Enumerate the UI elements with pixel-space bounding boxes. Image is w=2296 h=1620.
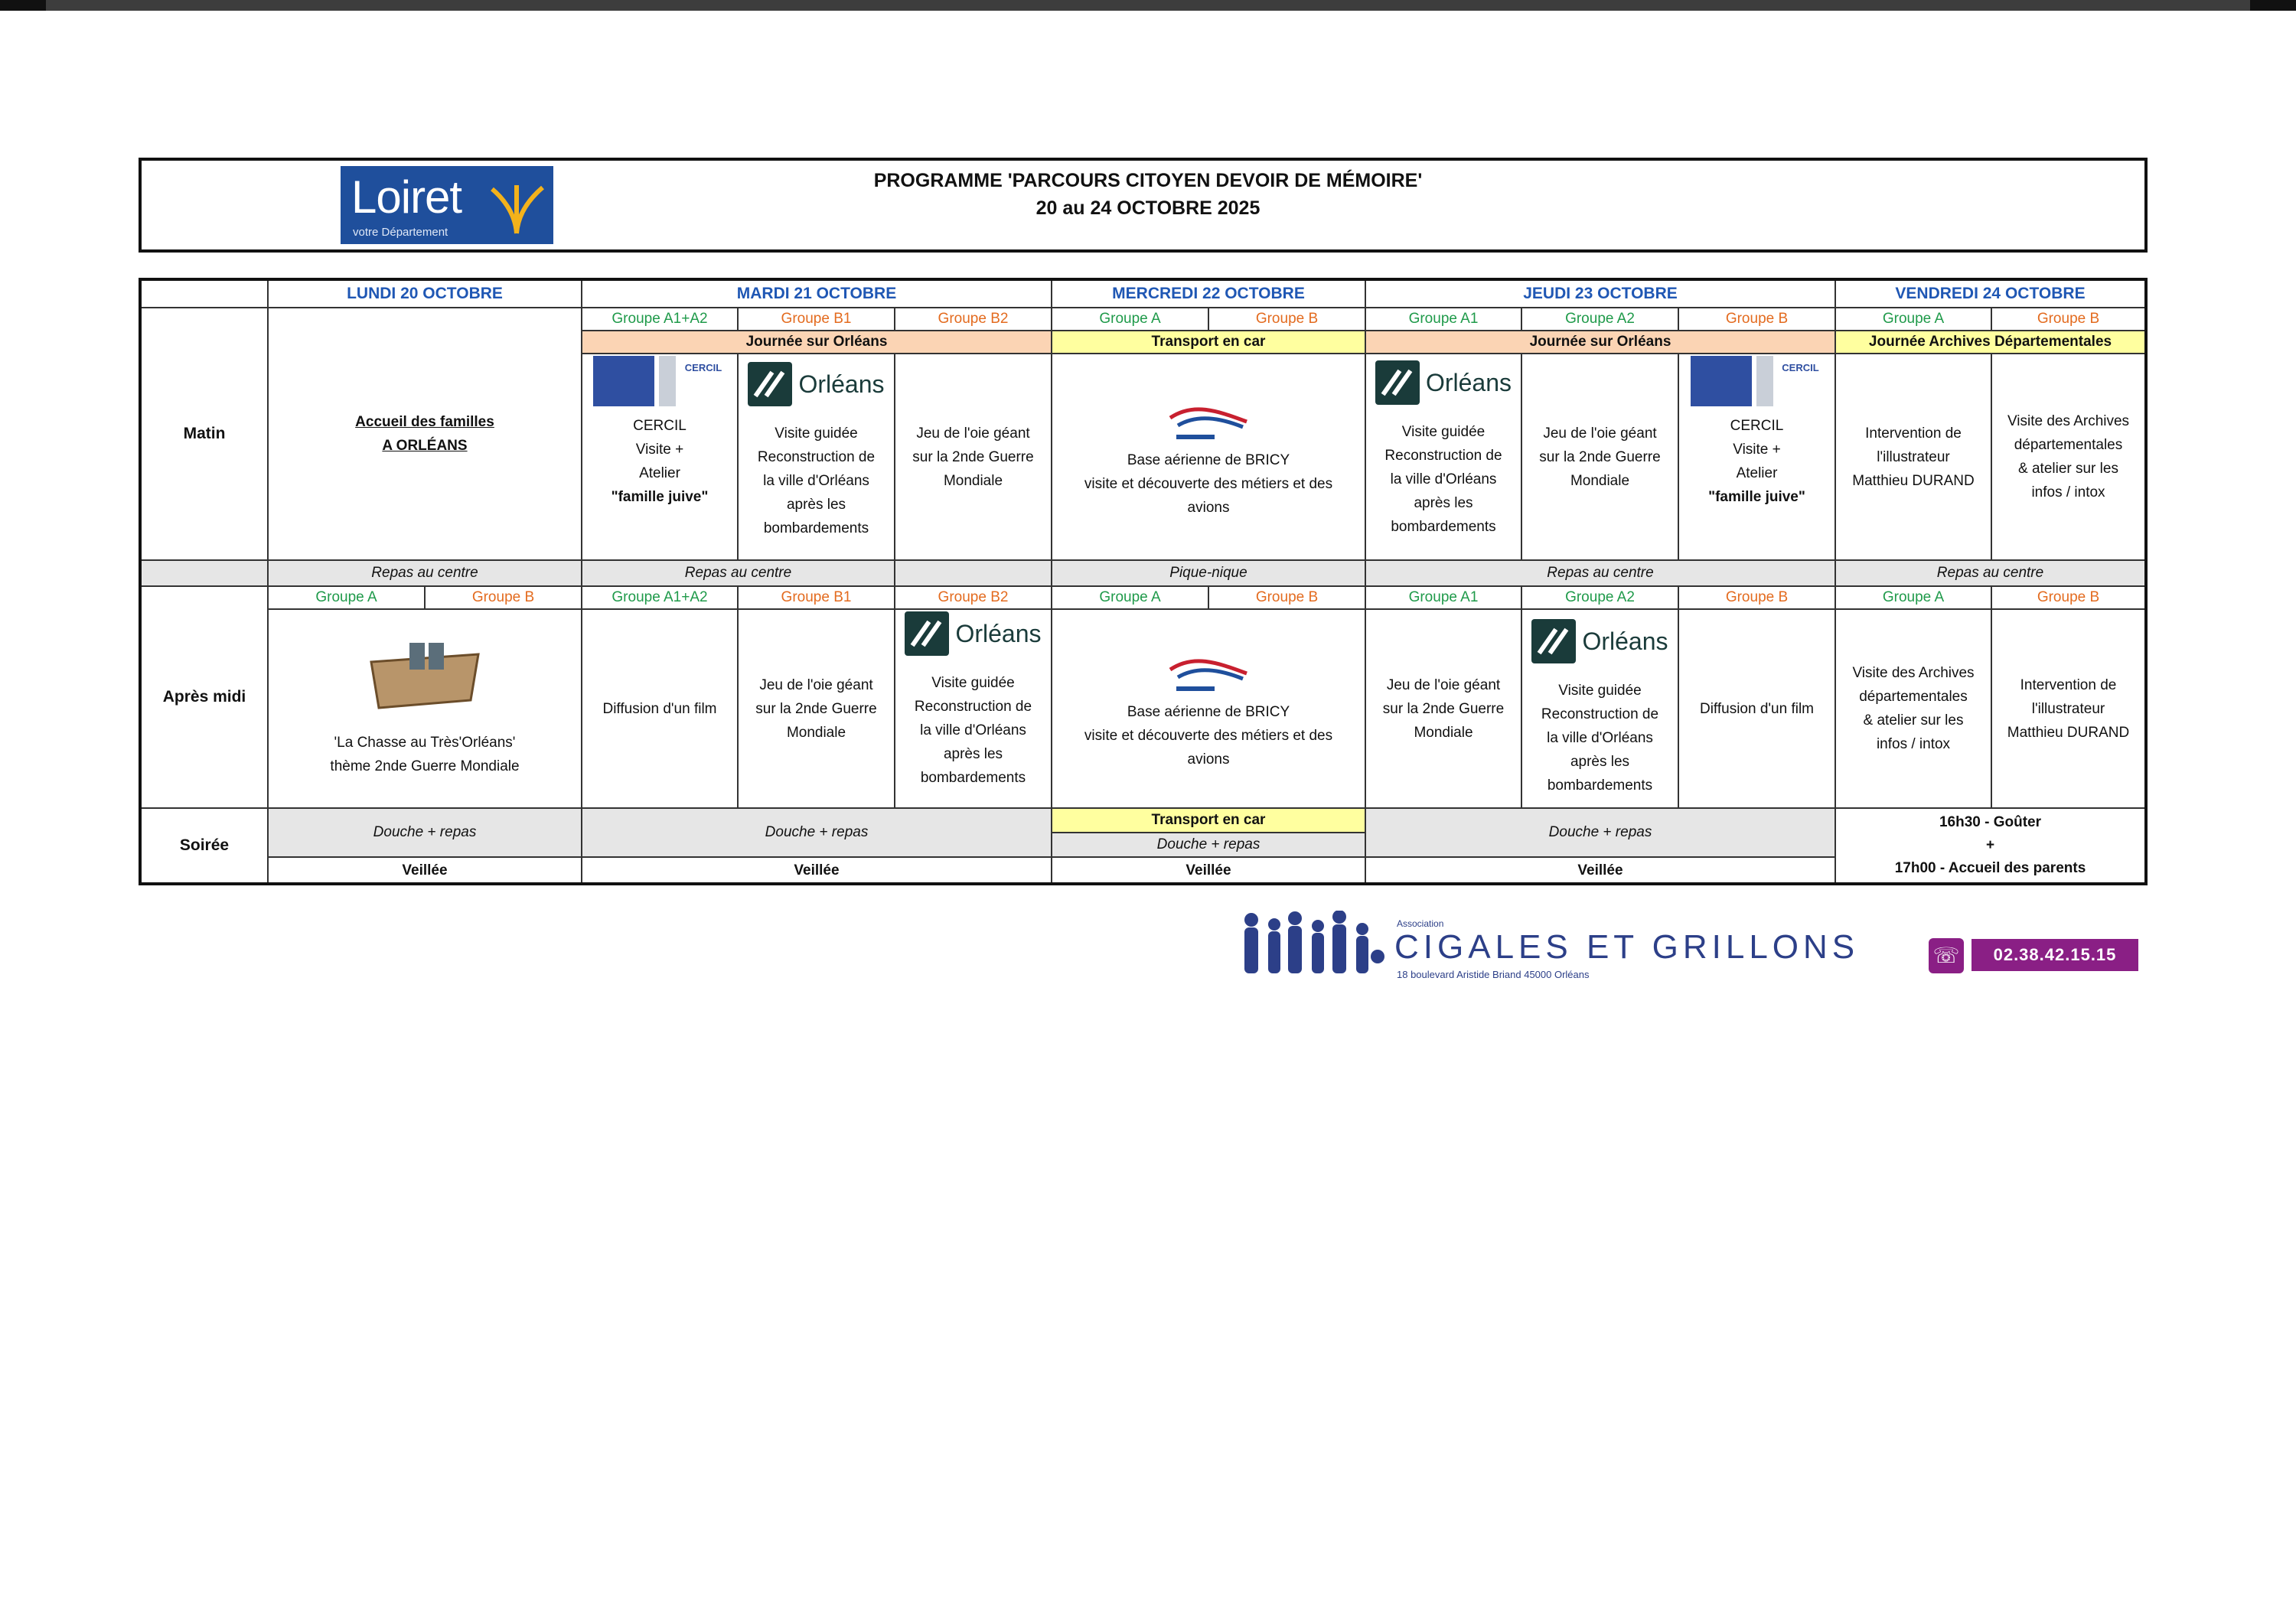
jeu-line: Mondiale (1414, 724, 1473, 741)
mardi-afternoon-visite (895, 610, 1052, 809)
visite-line: la ville d'Orléans (920, 722, 1026, 738)
group-label: Groupe B (1992, 587, 2144, 610)
evening-jeudi-douche: Douche + repas (1366, 809, 1836, 858)
cercil-line: "famille juive" (611, 489, 709, 505)
band-archives-vendredi: Journée Archives Départementales (1836, 331, 2144, 354)
cercil-line: Atelier (639, 465, 680, 481)
group-label: Groupe A2 (1522, 308, 1679, 331)
cercil-portrait (659, 356, 676, 406)
page-title: PROGRAMME 'PARCOURS CITOYEN DEVOIR DE MÉMOIRE' (873, 170, 1423, 191)
group-label: Groupe B (1679, 308, 1836, 331)
jeudi-afternoon-film (1679, 610, 1836, 809)
group-label: Groupe B (1992, 308, 2144, 331)
orleans-logo (905, 611, 1041, 656)
lundi-morning-line1: Accueil des familles (355, 414, 494, 430)
group-label: Groupe B2 (895, 587, 1052, 610)
lunch-jeudi: Repas au centre (1366, 561, 1836, 587)
intervention-line: Intervention de (2020, 676, 2117, 693)
group-label: Groupe A (1052, 587, 1209, 610)
group-label: Groupe A1+A2 (582, 587, 739, 610)
air-base-icon (1163, 647, 1254, 700)
visite-line: Visite guidée (1558, 683, 1642, 699)
group-label: Groupe B (1209, 587, 1366, 610)
group-label: Groupe A (1836, 587, 1992, 610)
treasure-map-icon (364, 639, 486, 715)
vendredi-morning-intervention (1836, 354, 1992, 561)
orleans-logo-word: Orléans (955, 619, 1042, 647)
band-transport-mercredi: Transport en car (1052, 331, 1366, 354)
day-header-jeudi: JEUDI 23 OCTOBRE (1366, 281, 1836, 308)
group-label: Groupe A (269, 587, 426, 610)
lunch-mardi: Repas au centre (582, 561, 895, 587)
lunch-vendredi: Repas au centre (1836, 561, 2144, 587)
jeu-line: Jeu de l'oie géant (1386, 676, 1501, 693)
group-label: Groupe B2 (895, 308, 1052, 331)
bricy-line: visite et découverte des métiers et des (1084, 475, 1333, 492)
cercil-logo-text: CERCIL (1782, 362, 1819, 373)
evening-mercredi-transport: Transport en car (1052, 809, 1366, 833)
jeudi-morning-cercil (1679, 354, 1836, 561)
visite-line: Visite guidée (1401, 424, 1486, 440)
cercil-line: Visite + (1733, 442, 1781, 458)
cercil-line: CERCIL (633, 418, 687, 434)
jeu-line: Mondiale (786, 724, 846, 741)
visite-line: Reconstruction de (914, 699, 1032, 715)
jeudi-afternoon-visite (1522, 610, 1679, 809)
bricy-line: visite et découverte des métiers et des (1084, 727, 1333, 744)
day-header-mercredi: MERCREDI 22 OCTOBRE (1052, 281, 1366, 308)
archives-line: infos / intox (1876, 736, 1951, 752)
jeudi-morning-jeu (1522, 354, 1679, 561)
intervention-line: l'illustrateur (1877, 448, 1950, 465)
vendredi-evening-line: 16h30 - Goûter (1939, 814, 2042, 830)
loiret-logo-sub: votre Département (353, 226, 448, 239)
group-label: Groupe B (1209, 308, 1366, 331)
phone-number: 02.38.42.15.15 (1971, 939, 2138, 971)
jeudi-afternoon-jeu (1366, 610, 1522, 809)
lunch-mardi-empty (895, 561, 1052, 587)
jeu-line: sur la 2nde Guerre (755, 700, 877, 717)
evening-mercredi-douche: Douche + repas (1052, 833, 1366, 858)
evening-vendredi-cell (1836, 809, 2144, 882)
lundi-morning-cell (269, 308, 582, 561)
cercil-line: CERCIL (1730, 418, 1784, 434)
veillee-mercredi: Veillée (1052, 858, 1366, 882)
jeu-line: Mondiale (1570, 472, 1630, 489)
veillee-mardi: Veillée (582, 858, 1052, 882)
schedule-table (139, 278, 2148, 885)
vendredi-afternoon-archives (1836, 610, 1992, 809)
top-bar (0, 0, 2296, 11)
archives-line: Visite des Archives (2007, 413, 2130, 429)
group-label: Groupe A (1836, 308, 1992, 331)
jeu-line: sur la 2nde Guerre (912, 448, 1034, 465)
day-header-mardi: MARDI 21 OCTOBRE (582, 281, 1052, 308)
cercil-logo (1691, 356, 1824, 406)
mardi-afternoon-film (582, 610, 739, 809)
orleans-logo-word: Orléans (1425, 368, 1512, 396)
intervention-line: Matthieu DURAND (1852, 472, 1975, 489)
jeu-line: Mondiale (943, 472, 1003, 489)
lundi-afternoon-chasse (269, 610, 582, 809)
evening-mardi-douche: Douche + repas (582, 809, 1052, 858)
group-label: Groupe A1 (1366, 587, 1522, 610)
visite-line: Reconstruction de (757, 449, 876, 465)
bricy-line: Base aérienne de BRICY (1127, 703, 1290, 720)
orleans-mark-icon (1531, 619, 1576, 663)
vendredi-evening-line: 17h00 - Accueil des parents (1894, 860, 2086, 876)
jeudi-morning-visite (1366, 354, 1522, 561)
row-label-matin: Matin (142, 308, 269, 561)
cigales-grillons-people-icon (1240, 911, 1385, 983)
loiret-logo-word: Loiret (351, 171, 462, 223)
visite-line: Reconstruction de (1541, 706, 1659, 722)
visite-line: après les (1414, 495, 1473, 511)
visite-line: bombardements (920, 770, 1026, 786)
visite-line: bombardements (763, 520, 869, 536)
archives-line: départementales (1859, 689, 1968, 705)
vendredi-afternoon-intervention (1992, 610, 2144, 809)
mercredi-morning-bricy (1052, 354, 1366, 561)
orleans-logo (1531, 619, 1668, 663)
visite-line: Visite guidée (775, 425, 858, 442)
top-bar-edge-left (0, 0, 46, 11)
chasse-line: 'La Chasse au Très'Orléans' (334, 735, 516, 751)
visite-line: Reconstruction de (1384, 448, 1502, 464)
orleans-mark-icon (748, 362, 792, 406)
veillee-lundi: Veillée (269, 858, 582, 882)
band-orleans-mardi: Journée sur Orléans (582, 331, 1052, 354)
orleans-logo (748, 362, 884, 406)
day-header-vendredi: VENDREDI 24 OCTOBRE (1836, 281, 2144, 308)
lunch-mercredi: Pique-nique (1052, 561, 1366, 587)
visite-line: bombardements (1391, 519, 1496, 535)
jeu-line: sur la 2nde Guerre (1539, 448, 1661, 465)
row-label-soiree: Soirée (142, 809, 269, 882)
intervention-line: Intervention de (1865, 425, 1962, 442)
jeu-line: Jeu de l'oie géant (916, 425, 1030, 442)
group-label: Groupe A1 (1366, 308, 1522, 331)
jeu-line: Jeu de l'oie géant (759, 676, 873, 693)
mardi-morning-cercil (582, 354, 739, 561)
group-label: Groupe B (426, 587, 582, 610)
film-line: Diffusion d'un film (1699, 700, 1814, 717)
archives-line: départementales (2014, 437, 2123, 453)
wheat-icon (486, 181, 547, 235)
evening-lundi-douche: Douche + repas (269, 809, 582, 858)
cercil-line: Atelier (1736, 465, 1778, 481)
group-label: Groupe B1 (739, 587, 895, 610)
orleans-logo (1375, 360, 1512, 405)
mardi-morning-visite (739, 354, 895, 561)
group-label: Groupe B (1679, 587, 1836, 610)
chasse-line: thème 2nde Guerre Mondiale (330, 758, 520, 774)
veillee-jeudi: Veillée (1366, 858, 1836, 882)
archives-line: infos / intox (2031, 484, 2105, 500)
visite-line: la ville d'Orléans (1390, 471, 1497, 487)
cercil-logo-text: CERCIL (684, 362, 722, 373)
bricy-line: Base aérienne de BRICY (1127, 451, 1290, 468)
orleans-logo-word: Orléans (798, 370, 885, 398)
cercil-logo-block (593, 356, 654, 406)
air-base-icon (1163, 395, 1254, 448)
visite-line: après les (943, 746, 1003, 762)
assoc-name: CIGALES ET GRILLONS (1394, 928, 1860, 966)
cercil-line: Visite + (635, 442, 684, 458)
top-bar-edge-right (2250, 0, 2296, 11)
band-orleans-jeudi: Journée sur Orléans (1366, 331, 1836, 354)
group-label: Groupe B1 (739, 308, 895, 331)
assoc-label: Association (1397, 918, 1444, 929)
vendredi-evening-line: + (1985, 837, 1995, 853)
group-label: Groupe A1+A2 (582, 308, 739, 331)
day-header-lundi: LUNDI 20 OCTOBRE (269, 281, 582, 308)
orleans-mark-icon (905, 611, 949, 656)
jeu-line: sur la 2nde Guerre (1382, 700, 1505, 717)
cercil-logo-block (1691, 356, 1752, 406)
visite-line: bombardements (1547, 777, 1653, 794)
cercil-line: "famille juive" (1708, 489, 1805, 505)
visite-line: après les (1570, 754, 1630, 770)
lundi-morning-line2: A ORLÉANS (382, 438, 468, 454)
lunch-lundi: Repas au centre (269, 561, 582, 587)
corner-cell (142, 281, 269, 308)
orleans-mark-icon (1375, 360, 1420, 405)
visite-line: la ville d'Orléans (1547, 730, 1653, 746)
lunch-label-cell (142, 561, 269, 587)
jeu-line: Jeu de l'oie géant (1543, 425, 1657, 442)
orleans-logo-word: Orléans (1582, 627, 1668, 655)
archives-line: & atelier sur les (2018, 461, 2118, 477)
mardi-morning-jeu (895, 354, 1052, 561)
mercredi-afternoon-bricy (1052, 610, 1366, 809)
visite-line: la ville d'Orléans (763, 473, 869, 489)
archives-line: Visite des Archives (1852, 665, 1975, 681)
assoc-address: 18 boulevard Aristide Briand 45000 Orléans (1397, 969, 1590, 980)
intervention-line: l'illustrateur (2031, 700, 2105, 717)
visite-line: après les (786, 497, 846, 513)
cercil-portrait (1756, 356, 1773, 406)
group-label: Groupe A (1052, 308, 1209, 331)
intervention-line: Matthieu DURAND (2007, 724, 2130, 741)
loiret-logo (341, 166, 553, 244)
visite-line: Visite guidée (931, 675, 1015, 691)
bricy-line: avions (1187, 751, 1230, 768)
group-label: Groupe A2 (1522, 587, 1679, 610)
bricy-line: avions (1187, 499, 1230, 516)
film-line: Diffusion d'un film (602, 700, 717, 717)
phone-icon: ☏ (1929, 938, 1964, 973)
row-label-apres-midi: Après midi (142, 587, 269, 809)
cercil-logo (593, 356, 726, 406)
vendredi-morning-archives (1992, 354, 2144, 561)
archives-line: & atelier sur les (1863, 712, 1964, 729)
mardi-afternoon-jeu (739, 610, 895, 809)
page-dates: 20 au 24 OCTOBRE 2025 (1035, 197, 1261, 219)
